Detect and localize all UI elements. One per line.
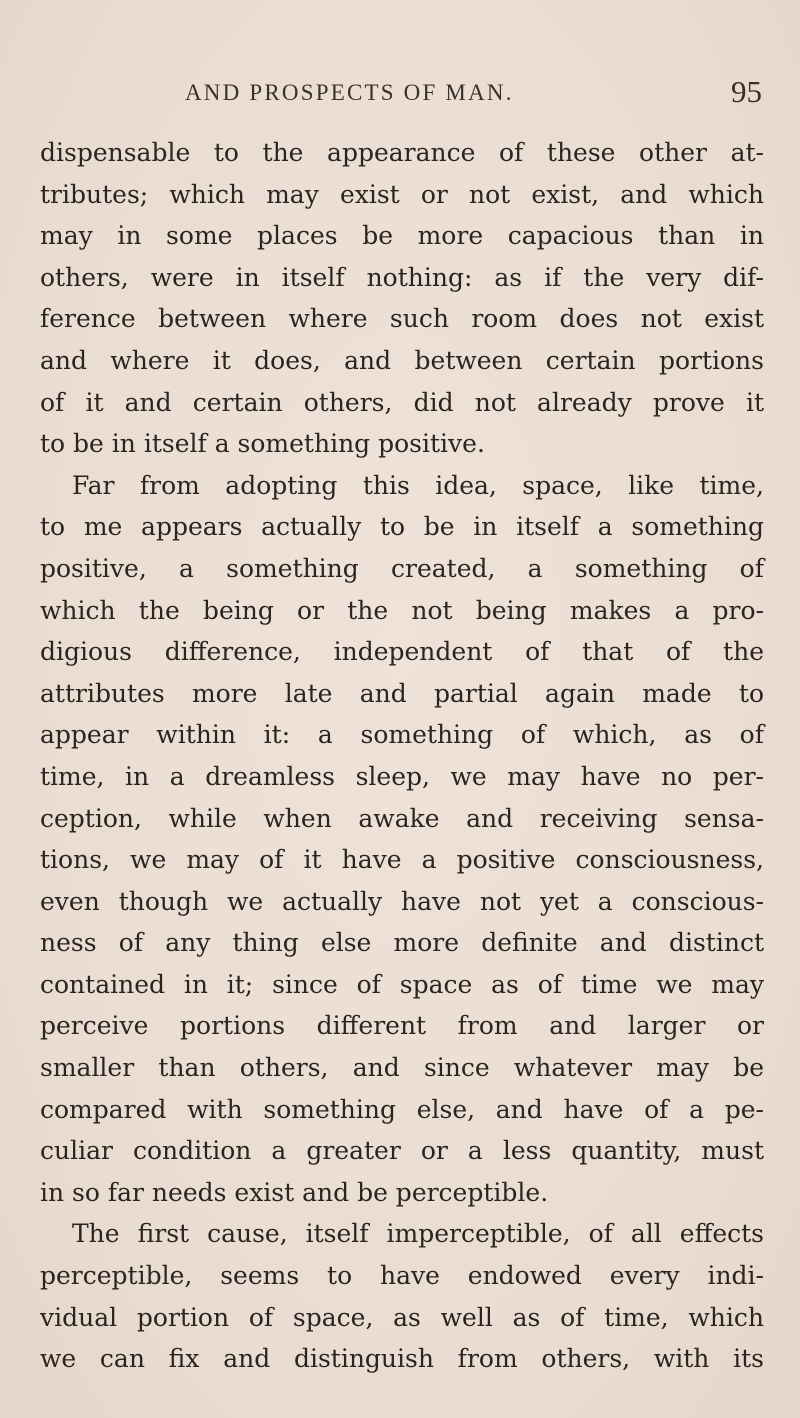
text-line: dispensable to the appearance of these other at- <box>40 138 764 167</box>
text-line: and where it does, and between certain portions <box>40 345 764 375</box>
text-line: in so far needs exist and be perceptible. <box>40 1177 549 1207</box>
text-line: of it and certain others, did not already prove it <box>40 387 764 417</box>
running-head <box>40 74 762 114</box>
text-line: others, were in itself nothing: as if the very dif- <box>40 262 764 292</box>
page-number: 95 <box>731 74 762 109</box>
text-line: perceive portions different from and larger or <box>40 1011 764 1041</box>
text-line: to me appears actually to be in itself a something <box>40 512 764 542</box>
text-line: vidual portion of space, as well as of time, which <box>40 1302 764 1332</box>
text-line: culiar condition a greater or a less quantity, must <box>40 1136 764 1166</box>
text-line: may in some places be more capacious than in <box>40 221 764 251</box>
text-line: perceptible, seems to have endowed every indi- <box>40 1261 764 1291</box>
text-line: The first cause, itself imperceptible, of all effects <box>72 1219 764 1249</box>
text-line: which the being or the not being makes a pro- <box>40 595 764 625</box>
text-line: smaller than others, and since whatever may be <box>40 1053 764 1083</box>
text-line: ness of any thing else more definite and distinct <box>40 928 764 958</box>
text-line: compared with something else, and have of a pe- <box>40 1094 764 1124</box>
text-line: to be in itself a something positive. <box>40 429 485 459</box>
text-line: positive, a something created, a something of <box>40 553 764 583</box>
text-line: attributes more late and partial again made to <box>40 678 764 708</box>
text-line: time, in a dreamless sleep, we may have no per- <box>40 761 764 791</box>
text-line: even though we actually have not yet a conscious- <box>40 886 764 916</box>
body-text <box>40 132 764 1380</box>
text-line: tions, we may of it have a positive consciousness, <box>40 845 764 875</box>
text-line: contained in it; since of space as of time we may <box>40 969 764 999</box>
text-line: ception, while when awake and receiving sensa- <box>40 803 764 833</box>
text-line: tributes; which may exist or not exist, and which <box>40 179 764 209</box>
running-head-title: AND PROSPECTS OF MAN. <box>185 80 514 105</box>
text-line: digious difference, independent of that of the <box>40 637 764 667</box>
text-line: appear within it: a something of which, as of <box>40 720 764 750</box>
text-line: ference between where such room does not exist <box>40 304 764 334</box>
text-line: Far from adopting this idea, space, like time, <box>72 470 764 500</box>
text-line: we can fix and distinguish from others, with its <box>40 1344 764 1374</box>
